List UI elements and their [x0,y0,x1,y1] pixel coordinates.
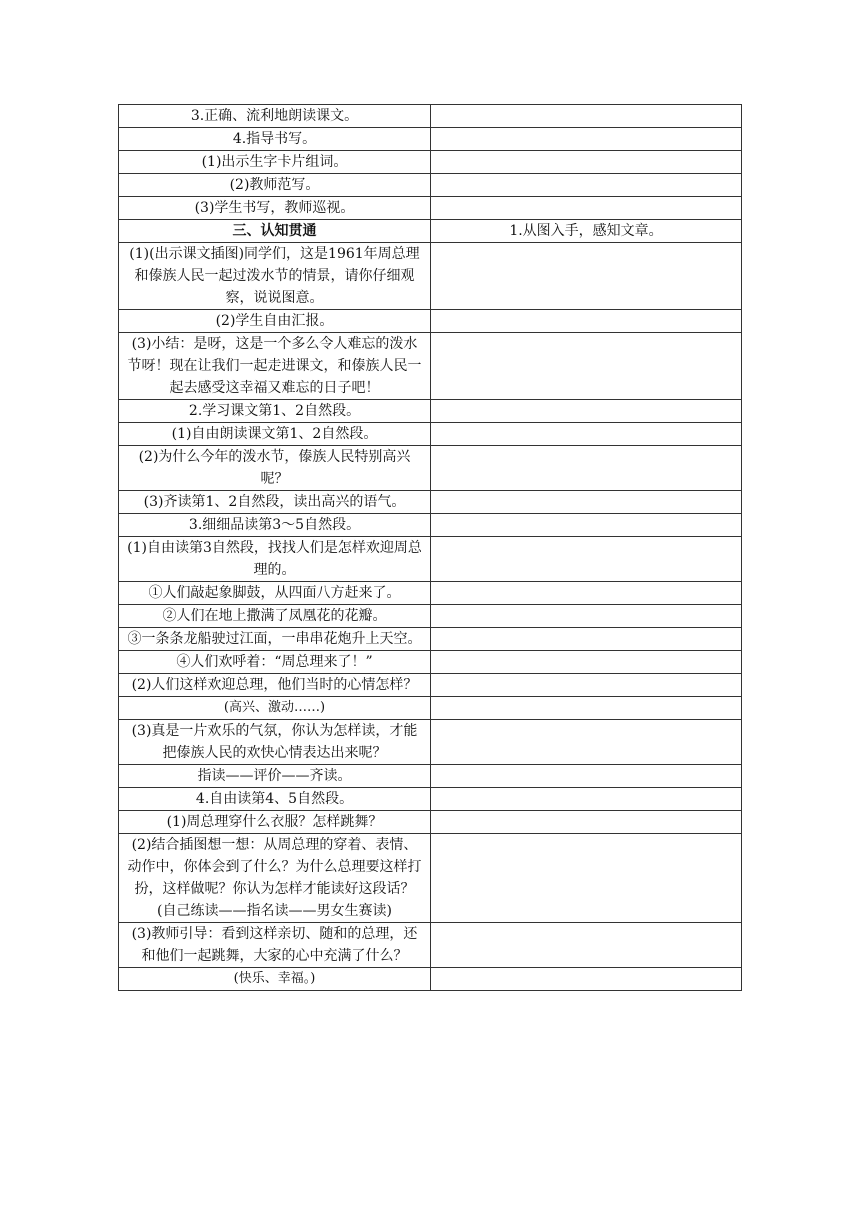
note-cell [431,605,742,628]
process-cell: (3)学生书写，教师巡视。 [119,197,431,220]
note-cell [431,174,742,197]
table-row [119,628,742,651]
process-cell: (1)出示生字卡片组词。 [119,151,431,174]
note-cell: 1.从图入手，感知文章。 [431,220,742,243]
note-cell [431,105,742,128]
process-cell: ③一条条龙船驶过江面，一串串花炮升上天空。 [119,628,431,651]
process-cell: (1)周总理穿什么衣服？怎样跳舞？ [119,811,431,834]
note-cell [431,423,742,446]
table-row [119,310,742,333]
note-cell [431,674,742,697]
table-row [119,537,742,582]
note-cell [431,968,742,991]
note-cell [431,128,742,151]
process-cell: (3)真是一片欢乐的气氛，你认为怎样读，才能把傣族人民的欢快心情表达出来呢？ [119,720,431,765]
process-cell: (3)齐读第1、2自然段，读出高兴的语气。 [119,491,431,514]
note-cell [431,151,742,174]
table-row [119,243,742,310]
table-row [119,720,742,765]
note-cell [431,446,742,491]
table-row [119,674,742,697]
table-row [119,151,742,174]
section-heading-row [119,220,742,243]
note-cell [431,697,742,720]
table-row [119,605,742,628]
table-row [119,834,742,923]
process-cell: (高兴、激动……) [119,697,431,720]
process-cell: (2)教师范写。 [119,174,431,197]
note-cell [431,197,742,220]
note-cell [431,514,742,537]
table-row [119,333,742,400]
table-row [119,811,742,834]
process-cell: 2.学习课文第1、2自然段。 [119,400,431,423]
note-cell [431,811,742,834]
note-cell [431,310,742,333]
note-cell [431,720,742,765]
process-cell: (2)学生自由汇报。 [119,310,431,333]
table-row [119,174,742,197]
note-cell [431,834,742,923]
table-row [119,400,742,423]
process-cell: 4.指导书写。 [119,128,431,151]
process-cell: (2)结合插图想一想：从周总理的穿着、表情、动作中，你体会到了什么？为什么总理要这样打扮，这样做呢？你认为怎样才能读好这段话？(自己练读——指名读——男女生赛读) [119,834,431,923]
table-row [119,197,742,220]
table-row [119,514,742,537]
table-row [119,105,742,128]
note-cell [431,788,742,811]
process-cell: (1)(出示课文插图)同学们，这是1961年周总理和傣族人民一起过泼水节的情景，请你仔细观察，说说图意。 [119,243,431,310]
table-row [119,446,742,491]
note-cell [431,651,742,674]
process-cell: (2)人们这样欢迎总理，他们当时的心情怎样？ [119,674,431,697]
table-row [119,697,742,720]
note-cell [431,400,742,423]
process-cell: (1)自由读第3自然段，找找人们是怎样欢迎周总理的。 [119,537,431,582]
table-row [119,582,742,605]
process-cell: ④人们欢呼着：“周总理来了！” [119,651,431,674]
note-cell [431,333,742,400]
table-row [119,923,742,968]
note-cell [431,628,742,651]
process-cell: ①人们敲起象脚鼓，从四面八方赶来了。 [119,582,431,605]
process-cell: (2)为什么今年的泼水节，傣族人民特别高兴呢？ [119,446,431,491]
lesson-plan-table [118,104,742,991]
process-cell: (1)自由朗读课文第1、2自然段。 [119,423,431,446]
process-cell: 3.细细品读第3～5自然段。 [119,514,431,537]
process-cell: (3)小结：是呀，这是一个多么令人难忘的泼水节呀！现在让我们一起走进课文，和傣族人民一起去感受这幸福又难忘的日子吧！ [119,333,431,400]
process-cell: (3)教师引导：看到这样亲切、随和的总理，还和他们一起跳舞，大家的心中充满了什么？ [119,923,431,968]
table-row [119,765,742,788]
note-cell [431,243,742,310]
process-cell: 3.正确、流利地朗读课文。 [119,105,431,128]
section-heading: 三、认知贯通 [119,220,431,243]
note-cell [431,491,742,514]
process-cell: 指读——评价——齐读。 [119,765,431,788]
note-cell [431,537,742,582]
note-cell [431,923,742,968]
process-cell: ②人们在地上撒满了凤凰花的花瓣。 [119,605,431,628]
table-row [119,968,742,991]
note-cell [431,765,742,788]
note-cell [431,582,742,605]
table-row [119,788,742,811]
table-row [119,651,742,674]
table-row [119,128,742,151]
process-cell: (快乐、幸福。) [119,968,431,991]
process-cell: 4.自由读第4、5自然段。 [119,788,431,811]
table-row [119,491,742,514]
table-row [119,423,742,446]
